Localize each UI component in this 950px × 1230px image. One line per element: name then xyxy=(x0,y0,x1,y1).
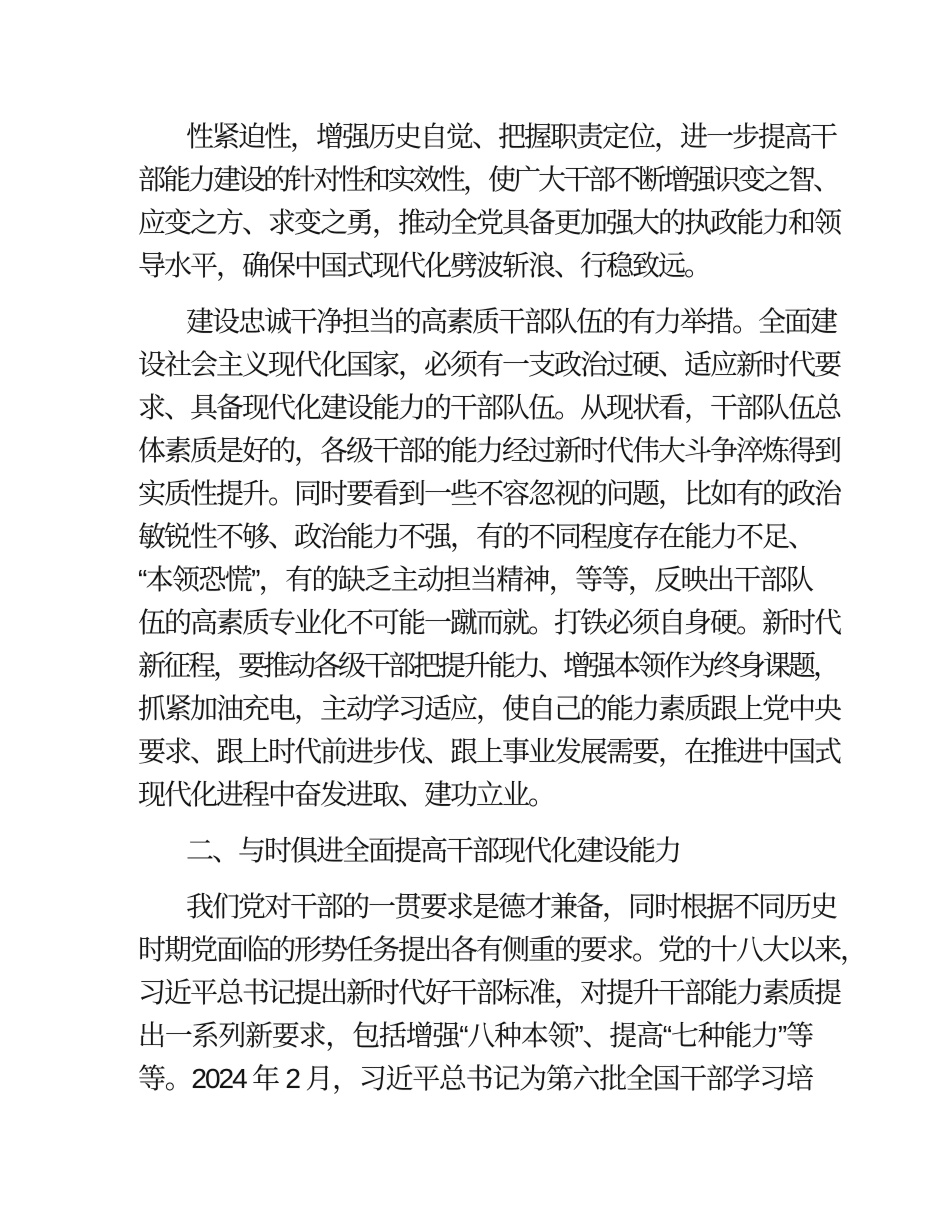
text-line: 实质性提升。同时要看到一些不容忽视的问题，比如有的政治 xyxy=(138,478,841,509)
text-line: 敏锐性不够、政治能力不强，有的不同程度存在能力不足、 xyxy=(138,521,815,552)
text-line: 部能力建设的针对性和实效性，使广大干部不断增强识变之智、 xyxy=(138,164,839,195)
text-line: 性紧迫性，增强历史自觉、把握职责定位，进一步提高干 xyxy=(186,121,837,152)
text-line: 习近平总书记提出新时代好干部标准，对提升干部能力素质提 xyxy=(138,977,841,1008)
text-line: 求、具备现代化建设能力的干部队伍。从现状看，干部队伍总 xyxy=(138,392,841,423)
text-line: 建设忠诚干净担当的高素质干部队伍的有力举措。全面建 xyxy=(186,306,837,337)
text-line: 要求、跟上时代前进步伐、跟上事业发展需要，在推进中国式 xyxy=(138,736,841,767)
text-line: 现代化进程中奋发进取、建功立业。 xyxy=(138,779,555,810)
text-line: 体素质是好的，各级干部的能力经过新时代伟大斗争淬炼得到 xyxy=(138,435,841,466)
text-line: 等。2024 年 2 月，习近平总书记为第六批全国干部学习培 xyxy=(138,1063,812,1094)
section-heading: 二、与时俱进全面提高干部现代化建设能力 xyxy=(186,835,681,866)
text-line: 抓紧加油充电，主动学习适应，使自己的能力素质跟上党中央 xyxy=(138,693,841,724)
text-line: 我们党对干部的一贯要求是德才兼备，同时根据不同历史 xyxy=(186,891,837,922)
text-line: 应变之方、求变之勇，推动全党具备更加强大的执政能力和领 xyxy=(138,207,841,238)
text-line: 伍的高素质专业化不可能一蹴而就。打铁必须自身硬。新时代 xyxy=(138,607,841,638)
text-line: “本领恐慌”，有的缺乏主动担当精神，等等，反映出干部队 xyxy=(138,564,812,595)
text-line: 导水平，确保中国式现代化劈波斩浪、行稳致远。 xyxy=(138,250,711,281)
text-line: 时期党面临的形势任务提出各有侧重的要求。党的十八大以来， xyxy=(138,934,867,965)
text-line: 新征程，要推动各级干部把提升能力、增强本领作为终身课题， xyxy=(138,650,839,681)
text-line: 设社会主义现代化国家，必须有一支政治过硬、适应新时代要 xyxy=(138,349,841,380)
text-line: 出一系列新要求，包括增强“八种本领”、提高“七种能力”等 xyxy=(138,1020,812,1051)
